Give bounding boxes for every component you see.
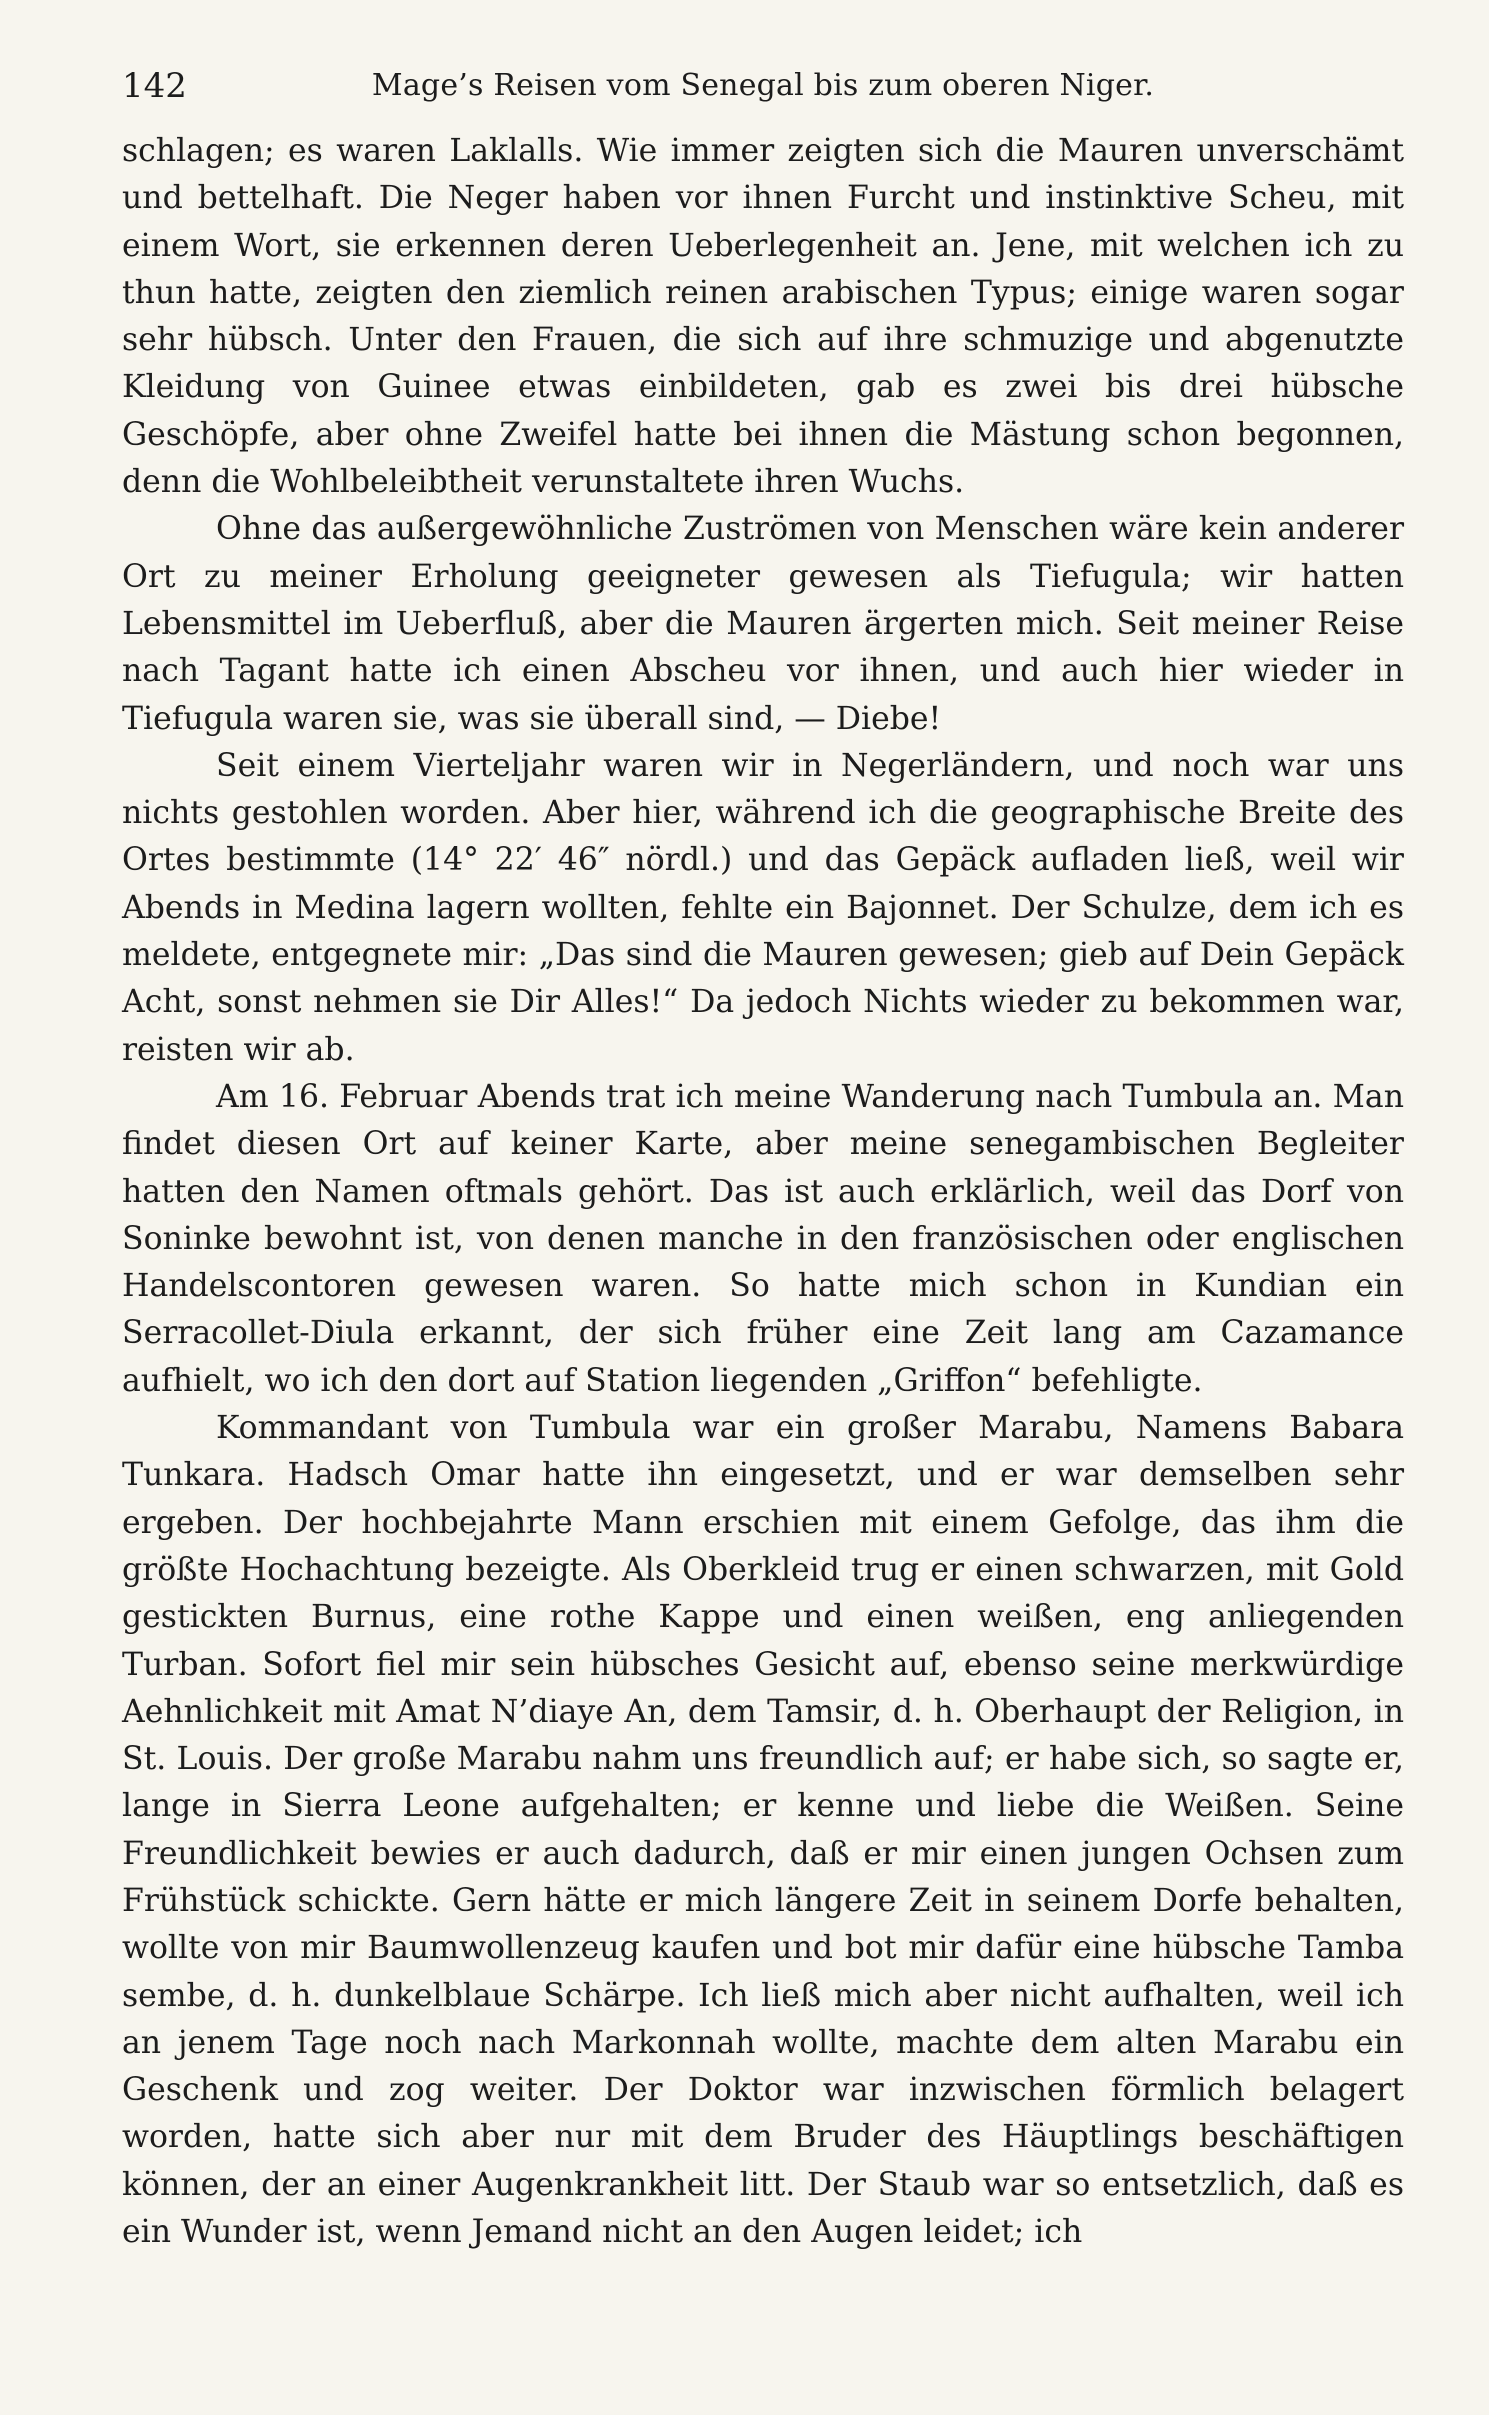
paragraph: Am 16. Februar Abends trat ich meine Wanderung nach Tumbula an. Man findet diesen Ort auf keiner Karte, aber meine senegambischen Begleiter hatten den Namen oftmals gehört. Das ist auch erklärlich, weil das Dorf von Soninke bewohnt ist, von denen manche in den französischen oder englischen Handelscontoren gewesen waren. So hatte mich schon in Kundian ein Serracollet-Diula erkannt, der sich früher eine Zeit lang am Cazamance aufhielt, wo ich den dort auf Station liegenden „Griffon“ befehligte. xyxy=(122,1078,1404,1399)
body-text xyxy=(122,128,1404,2256)
paragraph: Ohne das außergewöhnliche Zuströmen von Menschen wäre kein anderer Ort zu meiner Erholung geeigneter gewesen als Tiefugula; wir hatten Lebensmittel im Ueberfluß, aber die Mauren ärgerten mich. Seit meiner Reise nach Tagant hatte ich einen Abscheu vor ihnen, und auch hier wieder in Tiefugula waren sie, was sie überall sind, — Diebe! xyxy=(122,511,1404,737)
page-header xyxy=(122,62,1404,110)
page-number: 142 xyxy=(122,66,187,106)
paragraph: Seit einem Vierteljahr waren wir in Negerländern, und noch war uns nichts gestohlen worden. Aber hier, während ich die geographische Breite des Ortes bestimmte (14° 22′ 46″ nördl.) und das Gepäck aufladen ließ, weil wir Abends in Medina lagern wollten, fehlte ein Bajonnet. Der Schulze, dem ich es meldete, entgegnete mir: „Das sind die Mauren gewesen; gieb auf Dein Gepäck Acht, sonst nehmen sie Dir Alles!“ Da jedoch Nichts wieder zu bekommen war, reisten wir ab. xyxy=(122,747,1404,1068)
paragraph: Kommandant von Tumbula war ein großer Marabu, Namens Babara Tunkara. Hadsch Omar hatte ihn eingesetzt, und er war demselben sehr ergeben. Der hochbejahrte Mann erschien mit einem Gefolge, das ihm die größte Hochachtung bezeigte. Als Oberkleid trug er einen schwarzen, mit Gold gestickten Burnus, eine rothe Kappe und einen weißen, eng anliegenden Turban. Sofort fiel mir sein hübsches Gesicht auf, ebenso seine merkwürdige Aehnlichkeit mit Amat N’diaye An, dem Tamsir, d. h. Oberhaupt der Religion, in St. Louis. Der große Marabu nahm uns freundlich auf; er habe sich, so sagte er, lange in Sierra Leone aufgehalten; er kenne und liebe die Weißen. Seine Freundlichkeit bewies er auch dadurch, daß er mir einen jungen Ochsen zum Frühstück schickte. Gern hätte er mich längere Zeit in seinem Dorfe behalten, wollte von mir Baumwollenzeug kaufen und bot mir dafür eine hübsche Tamba sembe, d. h. dunkelblaue Schärpe. Ich ließ mich aber nicht aufhalten, weil ich an jenem Tage noch nach Markonnah wollte, machte dem alten Marabu ein Geschenk und zog weiter. Der Doktor war inzwischen förmlich belagert worden, hatte sich aber nur mit dem Bruder des Häuptlings beschäftigen können, der an einer Augenkrankheit litt. Der Staub war so entsetzlich, daß es ein Wunder ist, wenn Jemand nicht an den Augen leidet; ich xyxy=(122,1410,1404,2251)
running-title: Mage’s Reisen vom Senegal bis zum oberen Niger. xyxy=(371,68,1155,103)
paragraph-continuation: schlagen; es waren Laklalls. Wie immer zeigten sich die Mauren unverschämt und bettelhaft. Die Neger haben vor ihnen Furcht und instinktive Scheu, mit einem Wort, sie erkennen deren Ueberlegenheit an. Jene, mit welchen ich zu thun hatte, zeigten den ziemlich reinen arabischen Typus; einige waren sogar sehr hübsch. Unter den Frauen, die sich auf ihre schmuzige und abgenutzte Kleidung von Guinee etwas einbildeten, gab es zwei bis drei hübsche Geschöpfe, aber ohne Zweifel hatte bei ihnen die Mästung schon begonnen, denn die Wohlbeleibtheit verunstaltete ihren Wuchs. xyxy=(122,133,1404,501)
